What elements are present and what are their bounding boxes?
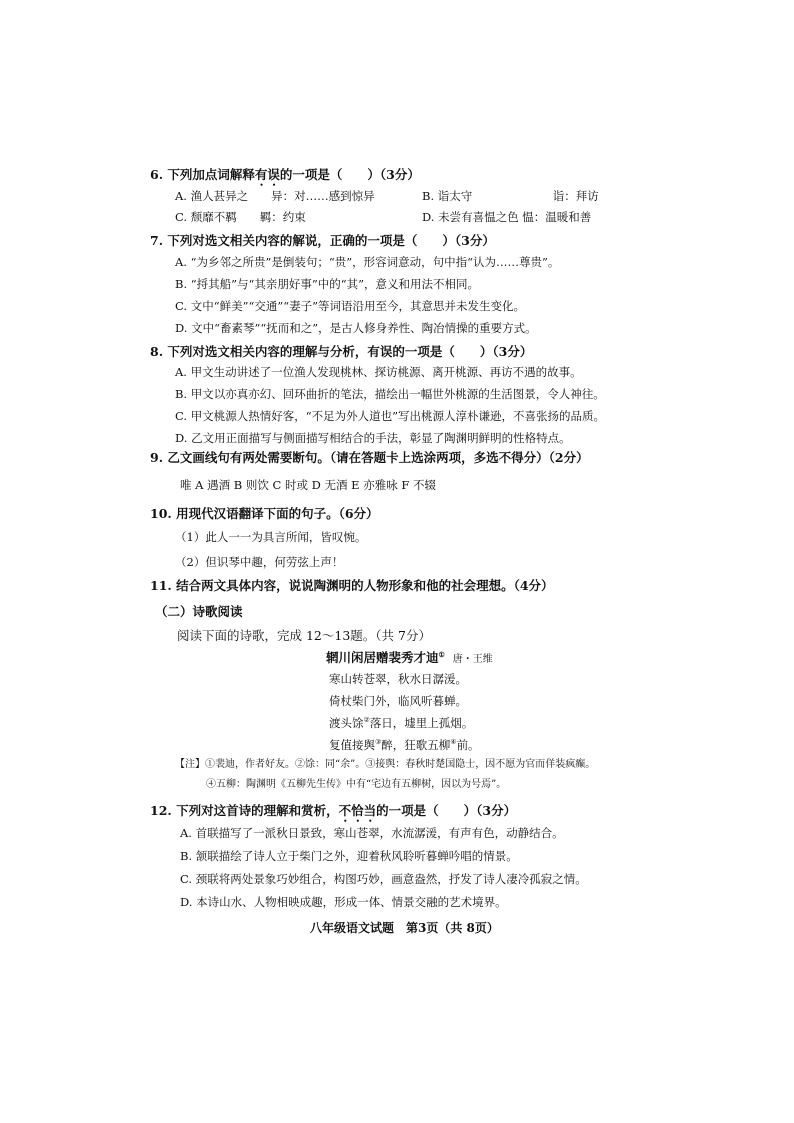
q8-option-d: D. 乙文用正面描写与侧面描写相结合的手法，彰显了陶渊明鲜明的性格特点。 (175, 431, 571, 445)
q11-stem: 11. 结合两文具体内容，说说陶渊明的人物形象和他的社会理想。（4分） (150, 578, 554, 593)
poem-title-text: 辋川闲居赠裴秀才迪 (326, 650, 439, 666)
q12-option-d: D. 本诗山水、人物相映成趣，形成一体、情景交融的艺术境界。 (180, 895, 507, 909)
poem-line-3-footnote: ② (363, 716, 370, 724)
q8-stem: 8. 下列对选文相关内容的理解与分析，有误的一项是（ ）（3分） (150, 344, 533, 359)
q6-stem-dotted: 有误 (254, 167, 280, 182)
q6-stem-after: 的一项是（ ）（3分） (279, 167, 420, 182)
poem-title-footnote-mark: ① (438, 650, 445, 659)
q7-option-a: A. “为乡邻之所贵”是倒装句；“贵”，形容词意动，句中指“认为……尊贵”。 (175, 255, 560, 269)
q6-option-d: D. 未尝有喜愠之色 愠：温暖和善 (422, 210, 592, 224)
poem-line-4-footnote-2: ④ (450, 738, 457, 746)
poem-line-1: 寒山转苍翠，秋水日潺湲。 (329, 672, 467, 686)
poem-line-4 (329, 739, 480, 751)
q7-option-c: C. 文中“鲜美”“交通”“妻子”等词语沿用至今，其意思并未发生变化。 (175, 299, 525, 313)
section-intro: 阅读下面的诗歌，完成 12～13题。（共 7分） (177, 628, 431, 643)
q7-stem: 7. 下列对选文相关内容的解说，正确的一项是（ ）（3分） (150, 233, 495, 248)
q7-option-b: B. “捋其船”与“其亲朋好事”中的“其”，意义和用法不相同。 (175, 277, 480, 291)
q6-option-a: A. 渔人甚异之 异：对……感到惊异 (175, 189, 375, 203)
q12-stem-before: 12. 下列对这首诗的理解和赏析， (150, 803, 339, 818)
q6-option-b: B. 诣太守 诣：拜访 (422, 189, 599, 203)
poem-title (326, 651, 493, 665)
poem-line-3-a: 渡头馀 (329, 715, 364, 730)
q8-option-b: B. 甲文以亦真亦幻、回环曲折的笔法，描绘出一幅世外桃源的生活图景，令人神往。 (175, 387, 605, 401)
poem-notes-line-2: ④五柳：陶渊明《五柳先生传》中有“宅边有五柳树，因以为号焉”。 (206, 779, 507, 790)
q12-stem (150, 803, 516, 825)
q8-option-c: C. 甲文桃源人热情好客，“不足为外人道也”写出桃源人淳朴谦逊，不喜张扬的品质。 (175, 409, 605, 423)
q10-stem: 10. 用现代汉语翻译下面的句子。（6分） (150, 506, 379, 521)
q6-stem-before: 6. 下列加点词解释 (150, 167, 255, 182)
poem-line-4-a: 复值接舆 (329, 737, 375, 752)
poem-line-4-footnote-1: ③ (375, 738, 382, 746)
q12-option-c: C. 颈联将两处景象巧妙组合，构图巧妙，画意盎然，抒发了诗人凄冷孤寂之情。 (180, 872, 587, 886)
q7-option-d: D. 文中“畜素琴”“抚而和之”，是古人修身养性、陶冶情操的重要方式。 (175, 321, 537, 335)
q12-stem-dotted: 不恰当 (338, 803, 377, 818)
q9-sentence: 唯 A 遇酒 B 则饮 C 时或 D 无酒 E 亦雅咏 F 不辍 (180, 478, 437, 492)
poem-line-3 (329, 717, 473, 729)
q12-stem-after: 的一项是（ ）（3分） (376, 803, 517, 818)
poem-notes-line-1: 【注】①裴迪，作者好友。②馀：同“余”。③接舆：春秋时楚国隐士，因不愿为官而佯装疯癫。 (175, 759, 596, 770)
poem-line-4-c: 前。 (456, 737, 480, 752)
poem-line-2: 倚杖柴门外，临风听暮蝉。 (329, 694, 467, 708)
q12-option-b: B. 颔联描绘了诗人立于柴门之外，迎着秋风聆听暮蝉吟唱的情景。 (180, 849, 518, 863)
q6-stem (150, 167, 420, 189)
q12-option-a: A. 首联描写了一派秋日景致，寒山苍翠，水流潺湲，有声有色，动静结合。 (180, 826, 564, 840)
poem-author: 唐・王维 (452, 654, 493, 666)
q10-sentence-2: （2）但识琴中趣，何劳弦上声！ (175, 555, 344, 569)
q8-option-a: A. 甲文生动讲述了一位渔人发现桃林、探访桃源、离开桃源、再访不遇的故事。 (175, 365, 582, 379)
page-footer: 八年级语文试题 第3页（共 8页） (310, 921, 499, 935)
q9-stem: 9. 乙文画线句有两处需要断句。（请在答题卡上选涂两项，多选不得分）（2分） (150, 450, 589, 465)
poem-line-4-b: 醉，狂歌五柳 (381, 737, 451, 752)
q10-sentence-1: （1）此人一一为具言所闻，皆叹惋。 (175, 530, 367, 544)
section-heading-poetry: （二）诗歌阅读 (155, 604, 243, 619)
q6-option-c: C. 颓靡不羁 羁：约束 (175, 210, 306, 224)
poem-line-3-b: 落日，墟里上孤烟。 (369, 715, 474, 730)
